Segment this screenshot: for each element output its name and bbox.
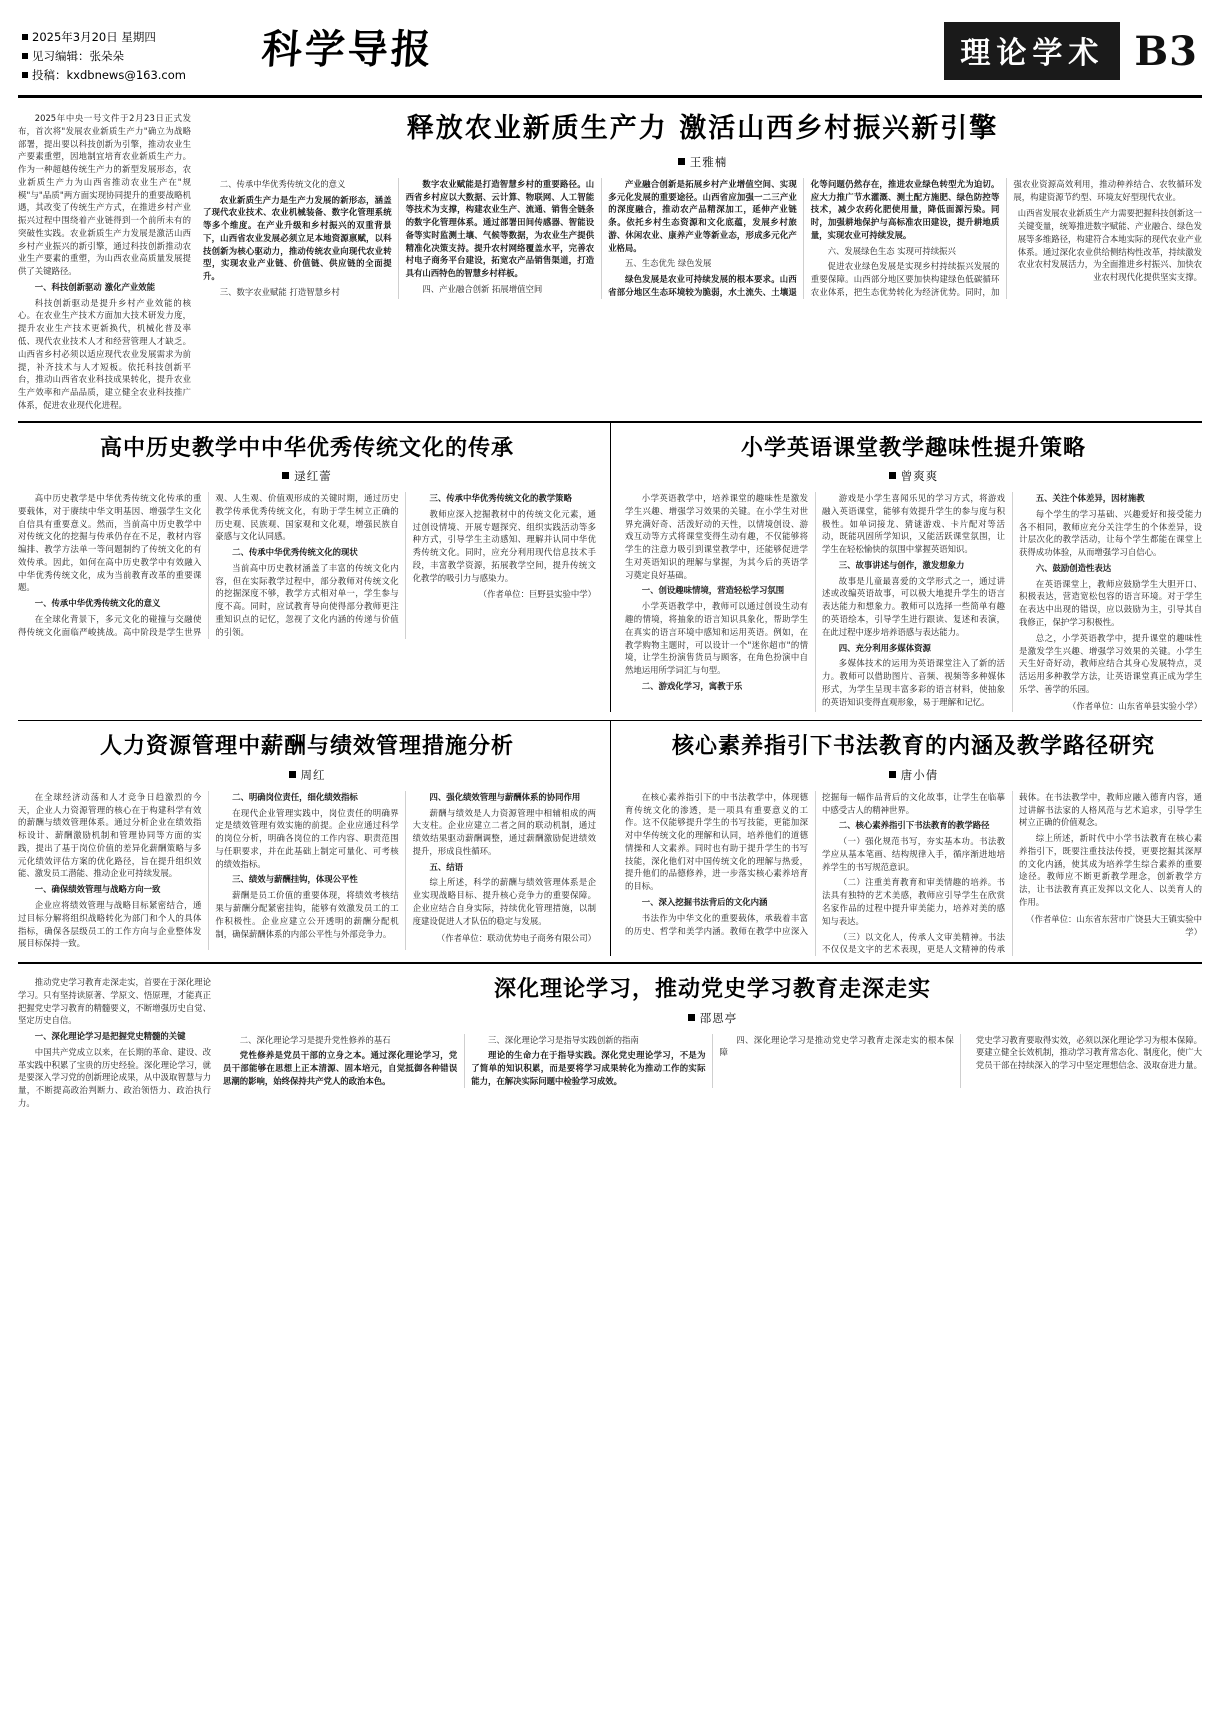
article-signature: （作者单位：山东省单县实验小学） [1068,700,1202,711]
bullet-icon [22,53,28,59]
byline-bullet-icon [678,158,685,165]
article-signature: （作者单位：巨野县实验中学） [478,589,596,600]
article-row-2 [0,721,1220,956]
editor-line: 见习编辑：张朵朵 [22,47,252,66]
article-signature: 党史学习教育要取得实效，必须以深化理论学习为根本保障。要建立健全长效机制，推动学习教育常态化、制度化，使广大党员干部在持续深入的学习中坚定理想信念、汲取奋进力量。 [975,1034,1202,1071]
section-badge: 理论学术 [944,22,1120,80]
article-signature: （作者单位：山东省东营市广饶县大王镇实验中学） [1026,913,1202,937]
bullet-icon [22,72,28,78]
article-history-culture [18,423,610,713]
byline-bullet-icon [289,771,296,778]
article-title: 核心素养指引下书法教育的内涵及教学路径研究 [671,733,1155,760]
byline-bullet-icon [889,472,896,479]
bullet-icon [22,34,28,40]
article-byline: 唐小倩 [625,767,1202,783]
lead-article-signature: 山西省发展农业新质生产力需要把握科技创新这一关键变量，统筹推进数字赋能、产业融合、绿色发展等多维路径，构建符合本地实际的现代农业产业体系。通过深化农业供给侧结构性改革，持续激发农业农村发展活力，为全面推进乡村振兴、加快农业农村现代化提供坚实支撑。 [1017,208,1202,283]
masthead-logo [252,18,944,75]
article-signature: （作者单位：联动优势电子商务有限公司） [436,932,596,943]
lead-article-byline: 王雅楠 [203,154,1202,170]
lead-article-col-left: 2025年中央一号文件于2月23日正式发布，首次将"发展农业新质生产力"确立为战略部署，提出要以科技创新为引擎，推动农业生产要素重塑，因地制宜培育农业新质生产力。作为一种超越传统生产力的新型发展形态，农业新质生产力为山西省推动农业生产在"规模"与"品质"两方面实现协同提升的重要战略机遇，其改变了传统生产方式，在推进乡村产业振兴过程中围绕着产业链得到一个前所未有的突破性实践。农业新质生产力发展是激活山西乡村产业振兴的新引擎，通过科技创新推动农业生产要素的重塑，为山西农业高质量发展提供了关键路径。 一、科技创新驱动 激化产业效能 科技创新驱动是提升乡村产业效能的核心。在农业生产技术方面加大技术研发力度，提升农业生产技术更新换代，机械化普及率低、现代农业技术人才和经营管理人才缺乏。山西省乡村必须以适应现代农业发展需求为前提，补齐技术与人才短板。依托科技创新平台，推动山西省农业科技成果转化，提升农业生产效率和产品品质，建立健全农业科技推广体系，促进农业现代化进程。 [18,113,191,410]
masthead [0,0,1220,91]
masthead-section [944,18,1198,80]
article-body: 二、深化理论学习是提升党性修养的基石 党性修养是党员干部的立身之本。通过深化理论学习，党员干部能够在思想上正本清源、固本培元，自觉抵御各种错误思潮的影响，始终保持共产党人的政治本色。 三、深化理论学习是指导实践创新的指南 理论的生命力在于指导实践。深化党史理论学习，不是为了简单的知识积累，而是要将学习成果转化为推动工作的实际能力，在解决实际问题中检验学习成效。 四、深化理论学习是推动党史学习教育走深走实的根本保障 党史学习教育要取得实效，必须以深化理论学习为根本保障。要建立健全长效机制，推动学习教育常态化、制度化，使广大党员干部在持续深入的学习中坚定理想信念、汲取奋进力量。 [223,1034,1202,1086]
article-calligraphy [610,721,1202,956]
article-body: 在全球经济动荡和人才竞争日趋激烈的今天，企业人力资源管理的核心在于构建科学有效的薪酬与绩效管理体系。通过分析企业在绩效指标设计、薪酬激励机制和管理协同等方面的实践，提出了基于岗位价值的差异化薪酬策略与多元化绩效评估方案的优化路径，旨在提升组织效能、激发员工潜能、推动企业可持续发展。 一、确保绩效管理与战略方向一致 企业应将绩效管理与战略目标紧密结合，通过目标分解将组织战略转化为部门和个人的具体指标，确保各层级员工的工作方向与企业整体发展目标保持一致。 二、明确岗位责任，细化绩效指标 在现代企业管理实践中，岗位责任的明确界定是绩效管理有效实施的前提。企业应通过科学的岗位分析，明确各岗位的工作内容、职责范围与任职要求，并在此基础上制定可量化、可考核的绩效指标。 三、绩效与薪酬挂钩，体现公平性 薪酬是员工价值的重要体现，将绩效考核结果与薪酬分配紧密挂钩，能够有效激发员工的工作积极性。企业应建立公开透明的薪酬分配机制，确保薪酬体系的内部公平性与外部竞争力。 四、强化绩效管理与薪酬体系的协同作用 薪酬与绩效是人力资源管理中相辅相成的两大支柱。企业应建立二者之间的联动机制，通过绩效结果驱动薪酬调整，通过薪酬激励促进绩效提升，形成良性循环。 五、结语 综上所述，科学的薪酬与绩效管理体系是企业实现战略目标、提升核心竞争力的重要保障。企业应结合自身实际，持续优化管理措施，以制度建设促进人才队伍的稳定与发展。 （作者单位：联动优势电子商务有限公司） [18,791,596,949]
article-byline: 逯红蕾 [18,468,596,484]
byline-bullet-icon [889,771,896,778]
lead-article-body: 二、传承中华优秀传统文化的意义 农业新质生产力是生产力发展的新形态，涵盖了现代农业技术、农业机械装备、数字化管理系统等多个维度。在产业升级和乡村振兴的双重背景下，山西省农业发展必须立足本地资源禀赋，以科技创新为核心驱动力，推动传统农业向现代农业转型，实现农业产业链、价值链、供应链的全面提升。 三、数字农业赋能 打造智慧乡村 数字农业赋能是打造智慧乡村的重要路径。山西省乡村应以大数据、云计算、物联网、人工智能等技术为支撑，构建农业生产、流通、销售全链条的数字化管理体系。通过部署田间传感器、智能设备等实时监测土壤、气候等数据，为农业生产提供精准化决策支持。提升农村网络覆盖水平，完善农村电子商务平台建设，拓宽农产品销售渠道，打造具有山西特色的智慧乡村样板。 四、产业融合创新 拓展增值空间 产业融合创新是拓展乡村产业增值空间、实现多元化发展的重要途径。山西省应加强一二三产业的深度融合，推动农产品精深加工，延伸产业链条。依托乡村生态资源和文化底蕴，发展乡村旅游、休闲农业、康养产业等新业态，形成多元化产业格局。 五、生态优先 绿色发展 绿色发展是农业可持续发展的根本要求。山西省部分地区生态环境较为脆弱，水土流失、土壤退化等问题仍然存在，推进农业绿色转型尤为迫切。应大力推广节水灌溉、测土配方施肥、绿色防控等技术，减少农药化肥使用量，降低面源污染。同时，加强耕地保护与高标准农田建设，提升耕地质量，实现农业可持续发展。 六、发展绿色生态 实现可持续振兴 促进农业绿色发展是实现乡村持续振兴发展的重要保障。山西部分地区要加快构建绿色低碳循环农业体系，把生态优势转化为经济优势。同时，加强农业资源高效利用，推动种养结合、农牧循环发展，构建资源节约型、环境友好型现代农业。 山西省发展农业新质生产力需要把握科技创新这一关键变量，统筹推进数字赋能、产业融合、绿色发展等多维路径，构建符合本地实际的现代农业产业体系。通过深化农业供给侧结构性改革，持续激发农业农村发展活力，为全面推进乡村振兴、加快农业农村现代化提供坚实支撑。 [203,178,1202,297]
article-party-history [0,964,1220,1113]
mail-line: 投稿：kxdbnews@163.com [22,66,252,85]
lead-article-title: 释放农业新质生产力 激活山西乡村振兴新引擎 [406,113,999,144]
article-body: 高中历史教学是中华优秀传统文化传承的重要载体，对于赓续中华文明基因、增强学生文化自信具有重要意义。然而，当前高中历史教学中对传统文化的挖掘与传承仍存在不足，教材内容编排、教学方法单一等问题制约了传统文化的有效传承。因此，如何在高中历史教学中有效融入中华优秀传统文化，成为当前教育改革的重要课题。 一、传承中华优秀传统文化的意义 在全球化背景下，多元文化的碰撞与交融使得传统文化面临严峻挑战。高中阶段是学生世界观、人生观、价值观形成的关键时期，通过历史教学传承优秀传统文化，有助于学生树立正确的历史观、民族观、国家观和文化观，增强民族自豪感与文化认同感。 二、传承中华优秀传统文化的现状 当前高中历史教材涵盖了丰富的传统文化内容，但在实际教学过程中，部分教师对传统文化的挖掘深度不够，教学方式相对单一，学生参与度不高。同时，应试教育导向使得部分教师更注重知识点的记忆，忽视了文化内涵的传递与价值的引领。 三、传承中华优秀传统文化的教学策略 教师应深入挖掘教材中的传统文化元素，通过创设情境、开展专题探究、组织实践活动等多种方式，引导学生主动感知、理解并认同中华优秀传统文化。同时，应充分利用现代信息技术手段，丰富教学资源，拓展教学空间，提升传统文化教学的吸引力与感染力。 （作者单位：巨野县实验中学） [18,493,596,637]
party-history-col-left: 推动党史学习教育走深走实，首要在于深化理论学习。只有坚持读原著、学原文、悟原理，才能真正把握党史学习教育的精髓要义，不断增强历史自觉、坚定历史自信。 一、深化理论学习是把握党史精髓的关键 中国共产党成立以来，在长期的革命、建设、改革实践中积累了宝贵的历史经验。深化理论学习，就是要深入学习党的创新理论成果，从中汲取智慧与力量，不断提高政治判断力、政治领悟力、政治执行力。 [18,977,211,1108]
byline-bullet-icon [688,1014,695,1021]
article-byline: 周红 [18,767,596,783]
article-body: 在核心素养指引下的中书法教学中，体现德育传统文化的渗透，是一项具有重要意义的工作。这不仅能够提升学生的书写技能，更能加深对中华传统文化的理解和认同，培养他们的道德情操和人文素养。同时也有助于提升学生的书写技能，深化他们对中国传统文化的理解与热爱，提升他们的品德修养，进一步落实核心素养培育的目标。 一、深入挖掘书法背后的文化内涵 书法作为中华文化的重要载体，承载着丰富的历史、哲学和美学内涵。教师在教学中应深入挖掘每一幅作品背后的文化故事，让学生在临摹中感受古人的精神世界。 二、核心素养指引下书法教育的教学路径 （一）强化规范书写，夯实基本功。书法教学应从基本笔画、结构规律入手，循序渐进地培养学生的书写规范意识。 （二）注重美育教育和审美情趣的培养。书法具有独特的艺术美感，教师应引导学生在欣赏名家作品的过程中提升审美能力，培养对美的感知与表达。 （三）以文化人，传承人文审美精神。书法不仅仅是文字的艺术表现，更是人文精神的传承载体。在书法教学中，教师应融入德育内容，通过讲解书法家的人格风范与艺术追求，引导学生树立正确的价值观念。 综上所述，新时代中小学书法教育在核心素养指引下，既要注重技法传授，更要挖掘其深厚的文化内涵，使其成为培养学生综合素养的重要途径。教师应不断更新教学理念，创新教学方法，让书法教育真正发挥以文化人、以美育人的作用。 （作者单位：山东省东营市广饶县大王镇实验中学） [625,791,1202,955]
article-title: 高中历史教学中中华优秀传统文化的传承 [99,434,514,461]
article-english-fun [610,423,1202,713]
article-byline: 邵恩亭 [223,1010,1202,1026]
article-byline: 曾爽爽 [625,468,1202,484]
date-line: 2025年3月20日 星期四 [22,28,252,47]
paper-name: 科学导报 [260,26,436,73]
article-title: 深化理论学习，推动党史学习教育走深走实 [493,976,931,1003]
byline-bullet-icon [282,472,289,479]
article-title: 人力资源管理中薪酬与绩效管理措施分析 [99,733,514,760]
lead-article [0,98,1220,423]
article-row-1 [0,423,1220,713]
article-title: 小学英语课堂教学趣味性提升策略 [740,434,1086,461]
article-hr-salary [18,721,610,956]
article-body: 小学英语教学中，培养课堂的趣味性是激发学生兴趣、增强学习效果的关键。在小学生对世界充满好奇、活泼好动的天性，以情境创设、游戏互动等方式将课堂变得生动有趣，不仅能够将学生的注意力吸引到课堂教学中，还能够促进学生对英语知识的理解与掌握，为其今后的英语学习奠定良好基础。 一、创设趣味情境，营造轻松学习氛围 小学英语教学中，教师可以通过创设生动有趣的情境，将抽象的语言知识具象化，帮助学生在真实的语言环境中感知和运用英语。例如，在教学购物主题时，可以设计一个"迷你超市"的情境，让学生扮演售货员与顾客，在角色扮演中自然地运用所学词汇与句型。 二、游戏化学习，寓教于乐 游戏是小学生喜闻乐见的学习方式，将游戏融入英语课堂，能够有效提升学生的参与度与积极性。如单词接龙、猜谜游戏、卡片配对等活动，既能巩固所学知识，又能活跃课堂氛围，让学生在轻松愉快的氛围中掌握英语知识。 三、故事讲述与创作，激发想象力 故事是儿童最喜爱的文学形式之一，通过讲述或改编英语故事，可以极大地提升学生的语言表达能力和想象力。教师可以选择一些简单有趣的英语绘本，引导学生进行跟读、复述和表演，在此过程中逐步培养语感与表达能力。 四、充分利用多媒体资源 多媒体技术的运用为英语课堂注入了新的活力。教师可以借助图片、音频、视频等多种媒体形式，为学生呈现丰富多彩的语言材料，使抽象的英语知识变得直观形象，易于理解和记忆。 五、关注个体差异，因材施教 每个学生的学习基础、兴趣爱好和接受能力各不相同，教师应充分关注学生的个体差异，设计层次化的教学活动，让每个学生都能在课堂上获得成功体验，从而增强学习自信心。 六、鼓励创造性表达 在英语课堂上，教师应鼓励学生大胆开口、积极表达，营造宽松包容的语言环境。对于学生在表达中出现的错误，应以鼓励为主，引导其自我修正，保护学习积极性。 总之，小学英语教学中，提升课堂的趣味性是激发学生兴趣、增强学习效果的关键。小学生天生好奇好动，教师应结合其身心发展特点，灵活运用多种教学方法，让英语课堂真正成为学生乐学、善学的乐园。 （作者单位：山东省单县实验小学） [625,493,1202,711]
masthead-info [22,18,252,85]
page-number: B3 [1134,27,1198,75]
